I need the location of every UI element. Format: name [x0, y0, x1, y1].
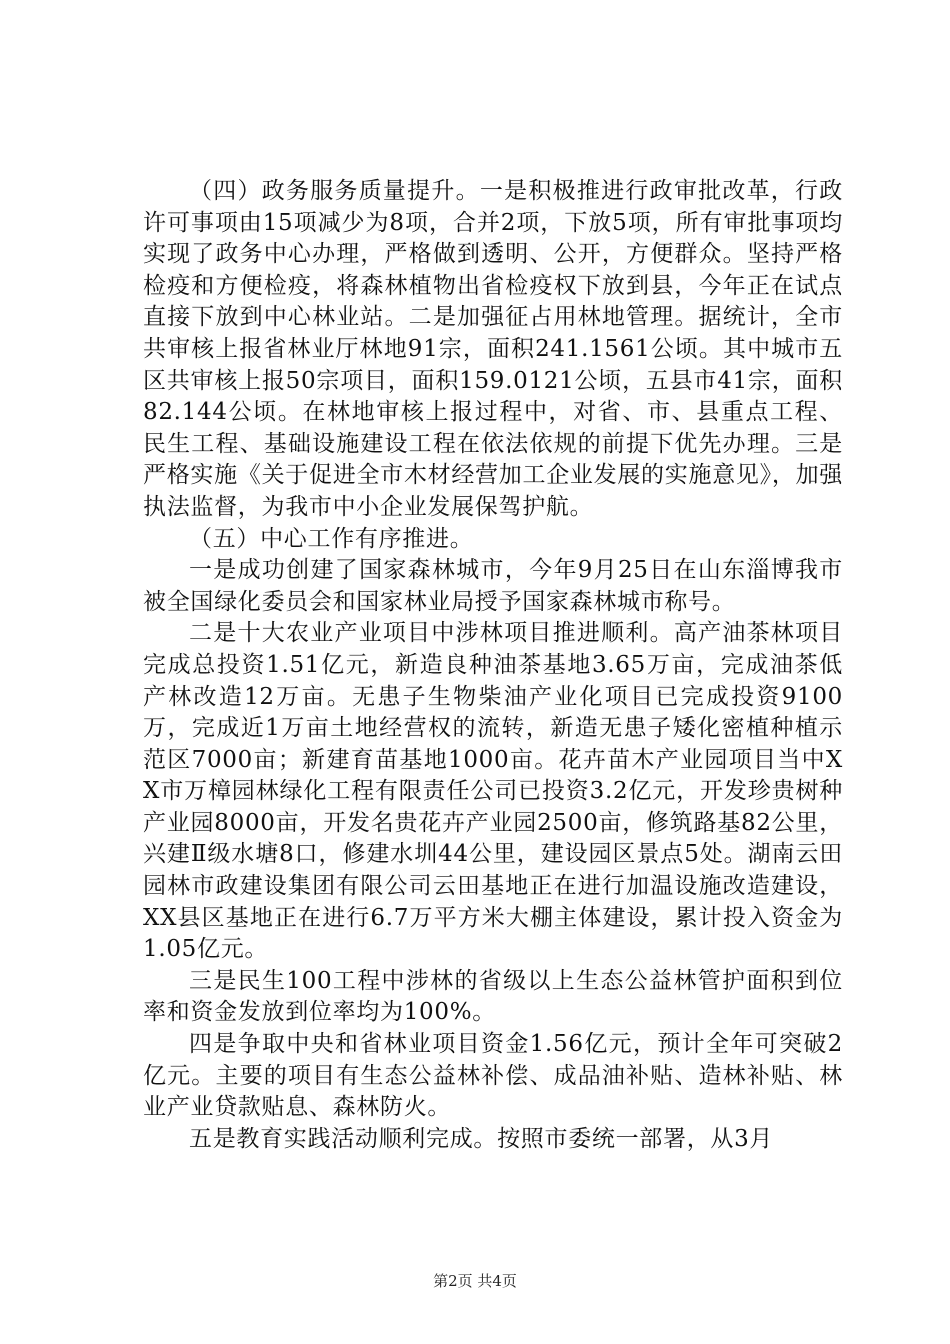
paragraph-education-practice: 五是教育实践活动顺利完成。按照市委统一部署，从3月	[189, 1125, 774, 1152]
document-body	[143, 176, 843, 1155]
paragraph-funding: 四是争取中央和省林业项目资金1.56亿元，预计全年可突破2亿元。主要的项目有生态公益林补偿、成品油补贴、造林补贴、林业产业贷款贴息、森林防火。	[143, 1031, 843, 1121]
paragraph-central-work-heading: （五）中心工作有序推进。	[189, 525, 474, 552]
paragraph-agri-projects: 二是十大农业产业项目中涉林项目推进顺利。高产油茶林项目完成总投资1.51亿元，新造良种油茶基地3.65万亩，完成油茶低产林改造12万亩。无患子生物柴油产业化项目已完成投资9100万，完成近1万亩土地经营权的流转，新造无患子矮化密植种植示范区7000亩；新建育苗基地1000亩。花卉苗木产业园项目当中XX市万樟园林绿化工程有限责任公司已投资3.2亿元，开发珍贵树种产业园8000亩，开发名贵花卉产业园2500亩，修筑路基82公里，兴建Ⅱ级水塘8口，修建水圳44公里，建设园区景点5处。湖南云田园林市政建设集团有限公司云田基地正在进行加温设施改造建设，XX县区基地正在进行6.7万平方米大棚主体建设，累计投入资金为1.05亿元。	[143, 620, 843, 963]
paragraph-service-quality: （四）政务服务质量提升。一是积极推进行政审批改革，行政许可事项由15项减少为8项，合并2项，下放5项，所有审批事项均实现了政务中心办理，严格做到透明、公开，方便群众。坚持严格检疫和方便检疫，将森林植物出省检疫权下放到县，今年正在试点直接下放到中心林业站。二是加强征占用林地管理。据统计，全市共审核上报省林业厅林地91宗，面积241.1561公顷。其中城市五区共审核上报50宗项目，面积159.0121公顷，五县市41宗，面积82.144公顷。在林地审核上报过程中，对省、市、县重点工程、民生工程、基础设施建设工程在依法依规的前提下优先办理。三是严格实施《关于促进全市木材经营加工企业发展的实施意见》，加强执法监督，为我市中小企业发展保驾护航。	[143, 178, 843, 520]
page-footer	[0, 1271, 950, 1291]
paragraph-livelihood-100: 三是民生100工程中涉林的省级以上生态公益林管护面积到位率和资金发放到位率均为100%。	[143, 967, 843, 1026]
paragraph-forest-city: 一是成功创建了国家森林城市，今年9月25日在山东淄博我市被全国绿化委员会和国家林业局授予国家森林城市称号。	[143, 557, 843, 615]
page-number-label: 第2页 共4页	[433, 1272, 517, 1290]
